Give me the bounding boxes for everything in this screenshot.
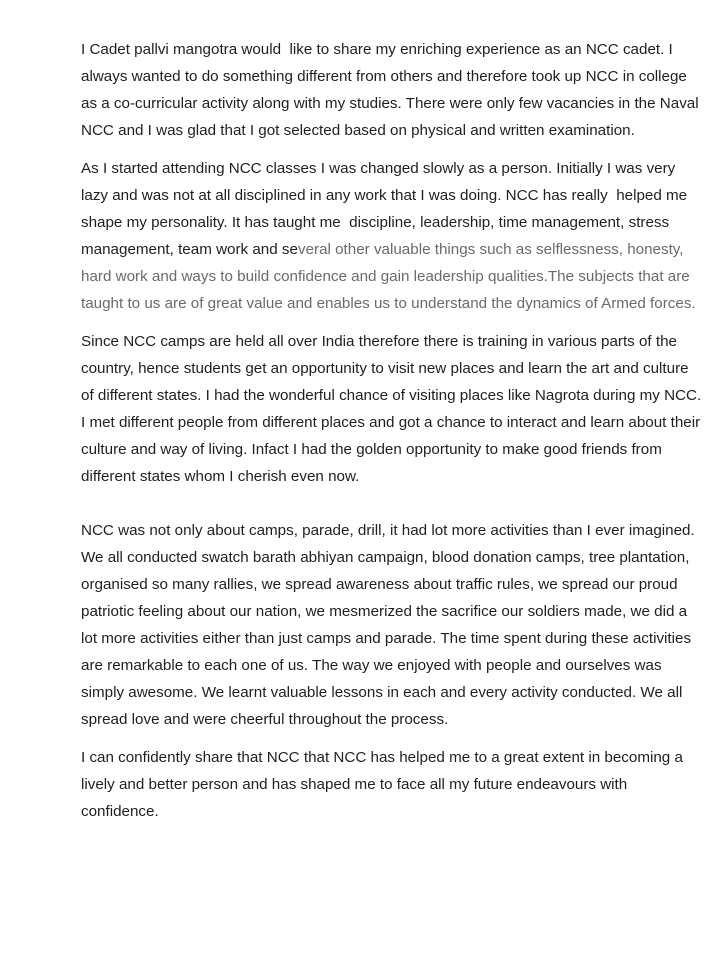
paragraph-personal-change (81, 155, 703, 317)
paragraph-intro: I Cadet pallvi mangotra would like to share my enriching experience as an NCC cadet. I always wanted to do something different from others and therefore took up NCC in college as a co-curricular activity along with my studies. There were only few vacancies in the Naval NCC and I was glad that I got selected based on physical and written examination. (81, 41, 703, 139)
paragraph-activities: NCC was not only about camps, parade, drill, it had lot more activities than I ever imagined. We all conducted swatch barath abhiyan campaign, blood donation camps, tree plantation, organised so many rallies, we spread awareness about traffic rules, we spread our proud patriotic feeling about our nation, we mesmerized the sacrifice our soldiers made, we did a lot more activities either than just camps and parade. The time spent during these activities are remarkable to each one of us. The way we enjoyed with people and ourselves was simply awesome. We learnt valuable lessons in each and every activity conducted. We all spread love and were cheerful throughout the process. (81, 522, 699, 728)
paragraph-personal-change-faded: veral other valuable things such as selflessness, honesty, hard work and ways to build confidence and gain leadership qualities.The subjects that are taught to us are of great value and enables us to understand the dynamics of Armed forces. (81, 241, 696, 312)
paragraph-conclusion: I can confidently share that NCC that NCC has helped me to a great extent in becoming a lively and better person and has shaped me to face all my future endeavours with confidence. (81, 749, 688, 820)
document-body (81, 36, 706, 825)
paragraph-camps-travel: Since NCC camps are held all over India therefore there is training in various parts of the country, hence students get an opportunity to visit new places and learn the art and culture of different states. I had the wonderful chance of visiting places like Nagrota during my NCC. I met different people from different places and got a chance to interact and learn about their culture and way of living. Infact I had the golden opportunity to make good friends from different states whom I cherish even now. (81, 333, 706, 485)
paragraph-personal-change-main: As I started attending NCC classes I was changed slowly as a person. Initially I was very lazy and was not at all disciplined in any work that I was doing. NCC has really helped me shape my personality. It has taught me discipline, leadership, time management, stress management, team work and se (81, 160, 692, 258)
